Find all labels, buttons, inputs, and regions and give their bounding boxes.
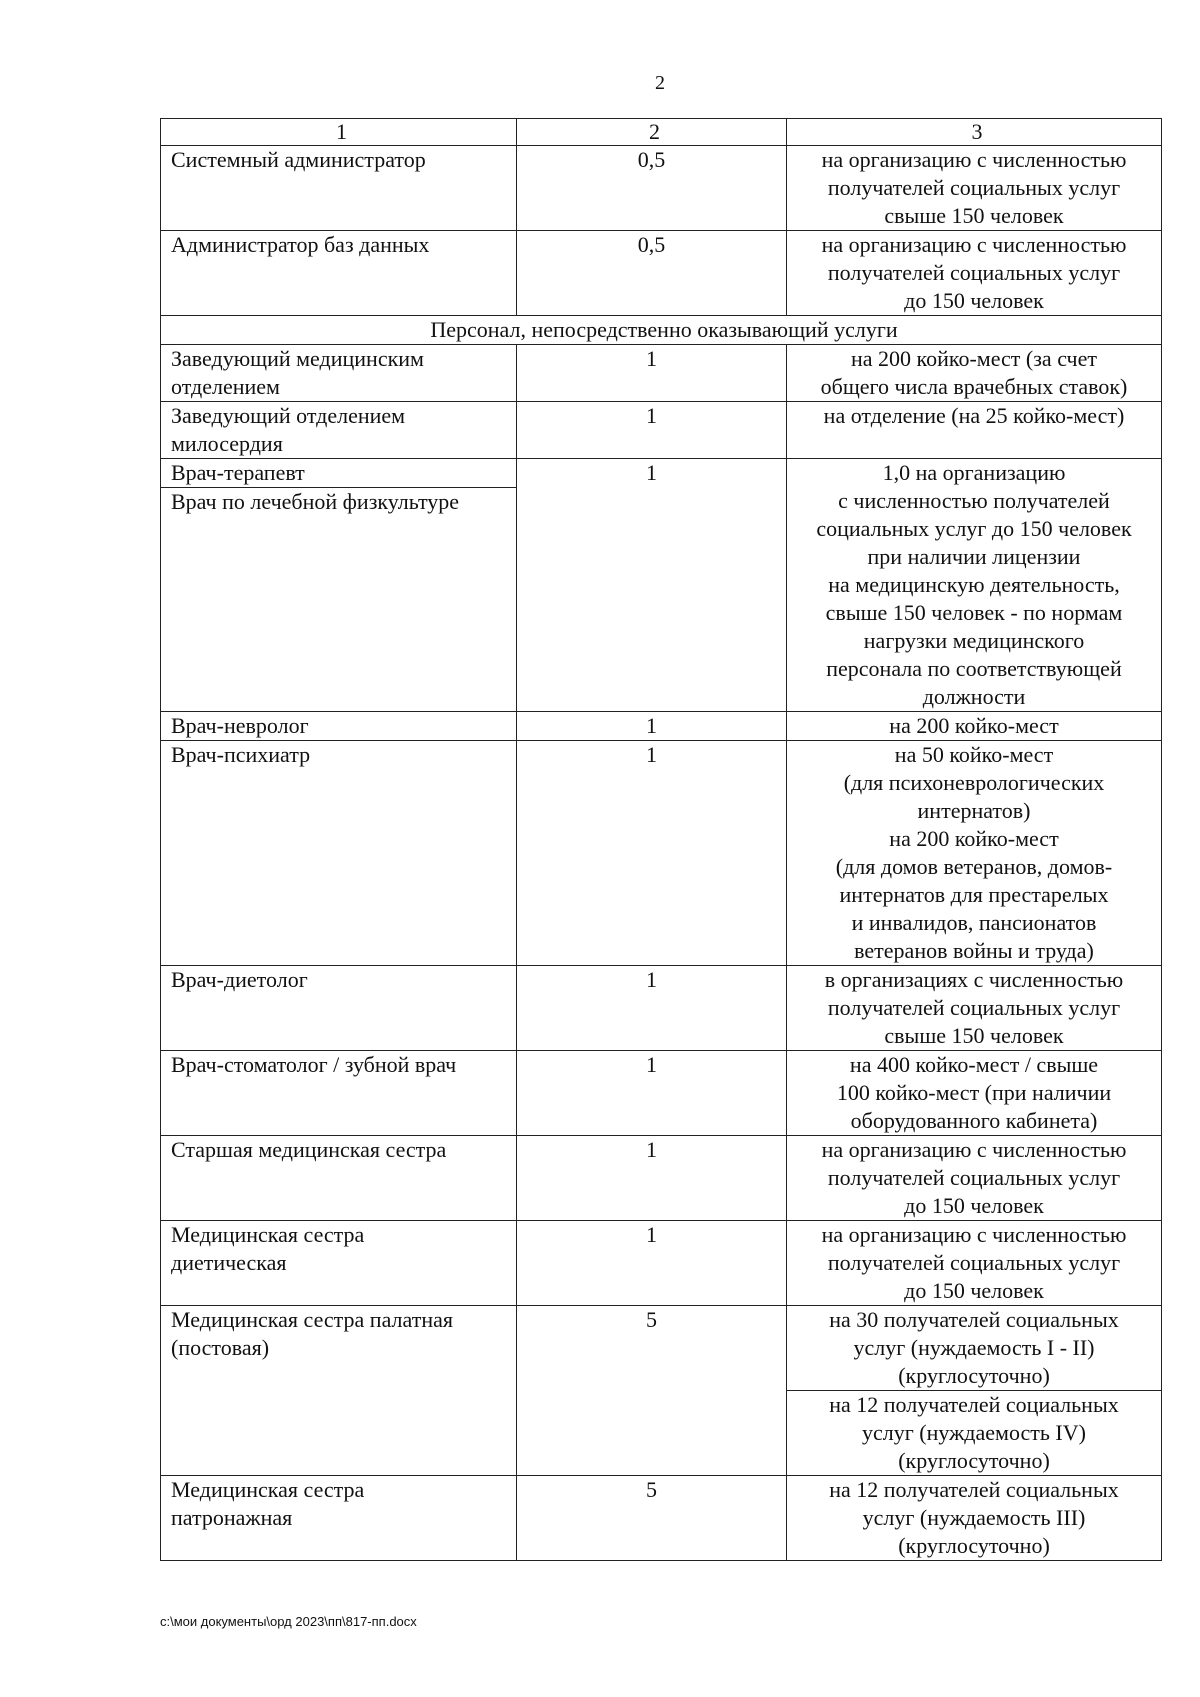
table-row: [161, 402, 1162, 459]
position-name: Заведующий отделением милосердия: [171, 403, 406, 456]
staff-count: 1: [517, 1221, 787, 1306]
header-cell-3: 3: [787, 119, 1162, 146]
staffing-norm: в организациях с численностью получателей социальных услуг свыше 150 человек: [787, 966, 1162, 1051]
staffing-norm: на организацию с численностью получателей социальных услуг свыше 150 человек: [787, 146, 1162, 231]
position-name-cell: [161, 345, 517, 402]
position-name: Медицинская сестра патронажная: [171, 1477, 365, 1530]
position-name-cell: [161, 459, 517, 712]
table-row: [161, 741, 1162, 966]
position-name-cell: [161, 1476, 517, 1561]
table-row: [161, 1306, 1162, 1391]
position-name: Врач-невролог: [171, 713, 309, 738]
position-name-cell: [161, 966, 517, 1051]
position-name: Врач-терапевт: [171, 460, 305, 485]
section-row: [161, 316, 1162, 345]
position-name-cell: [161, 712, 517, 741]
position-name: Заведующий медицинским отделением: [171, 346, 424, 399]
staff-count: 1: [517, 741, 787, 966]
position-name: Врач-психиатр: [171, 742, 311, 767]
position-name-cell: [161, 1136, 517, 1221]
position-name-cell: [161, 402, 517, 459]
position-name: Врач по лечебной физкультуре: [161, 487, 516, 516]
staff-count: 0,5: [517, 231, 787, 316]
table-row: [161, 459, 1162, 712]
staffing-norm: на 200 койко-мест (за счет общего числа врачебных ставок): [787, 345, 1162, 402]
position-name-cell: [161, 1306, 517, 1476]
position-name: Медицинская сестра палатная (постовая): [171, 1307, 453, 1360]
staffing-norm: на 200 койко-мест: [787, 712, 1162, 741]
staff-count: 1: [517, 345, 787, 402]
staff-count: 1: [517, 402, 787, 459]
file-path-footer: c:\мои документы\орд 2023\пп\817-пп.docx: [160, 1614, 417, 1629]
staffing-norm: на отделение (на 25 койко-мест): [787, 402, 1162, 459]
staffing-norm: на организацию с численностью получателей социальных услуг до 150 человек: [787, 231, 1162, 316]
staffing-norm: на 12 получателей социальных услуг (нуждаемость III) (круглосуточно): [787, 1476, 1162, 1561]
position-name: Медицинская сестра диетическая: [171, 1222, 365, 1275]
table-row: [161, 712, 1162, 741]
staffing-norm: на 50 койко-мест (для психоневрологических интернатов) на 200 койко-мест (для домов ветеранов, домов- интернатов для престарелых и инвалидов, пансионатов ветеранов войны и труда): [787, 741, 1162, 966]
staff-count: 1: [517, 712, 787, 741]
position-name-cell: [161, 1221, 517, 1306]
position-name: Врач-диетолог: [171, 967, 308, 992]
table-header-row: [161, 119, 1162, 146]
staff-count: 1: [517, 966, 787, 1051]
table-row: [161, 345, 1162, 402]
table-row: [161, 966, 1162, 1051]
position-name-cell: [161, 146, 517, 231]
staffing-norm: на 30 получателей социальных услуг (нуждаемость I - II) (круглосуточно): [787, 1306, 1162, 1391]
table-row: [161, 1476, 1162, 1561]
position-name: Администратор баз данных: [171, 232, 430, 257]
staff-count: 1: [517, 459, 787, 712]
table-row: [161, 1136, 1162, 1221]
position-name: Системный администратор: [171, 147, 426, 172]
position-name-cell: [161, 741, 517, 966]
table-row: [161, 1051, 1162, 1136]
table-row: [161, 231, 1162, 316]
staff-count: 5: [517, 1476, 787, 1561]
table-row: [161, 146, 1162, 231]
staffing-norm: 1,0 на организацию с численностью получателей социальных услуг до 150 человек при наличии лицензии на медицинскую деятельность, свыше 150 человек - по нормам нагрузки медицинского персонала по соответствующей должности: [787, 459, 1162, 712]
staff-count: 0,5: [517, 146, 787, 231]
staff-count: 1: [517, 1051, 787, 1136]
staffing-norm: на 12 получателей социальных услуг (нуждаемость IV) (круглосуточно): [787, 1391, 1162, 1476]
header-cell-1: 1: [161, 119, 517, 146]
table-row: [161, 1221, 1162, 1306]
staff-count: 5: [517, 1306, 787, 1476]
staffing-norm: на 400 койко-мест / свыше 100 койко-мест (при наличии оборудованного кабинета): [787, 1051, 1162, 1136]
header-cell-2: 2: [517, 119, 787, 146]
staffing-table: [160, 118, 1162, 1561]
section-title: Персонал, непосредственно оказывающий услуги: [161, 316, 1162, 345]
staff-count: 1: [517, 1136, 787, 1221]
position-name: Врач-стоматолог / зубной врач: [171, 1052, 457, 1077]
position-name-cell: [161, 231, 517, 316]
page-number: 2: [655, 72, 665, 94]
position-name-cell: [161, 1051, 517, 1136]
staffing-norm: на организацию с численностью получателей социальных услуг до 150 человек: [787, 1136, 1162, 1221]
position-name: Старшая медицинская сестра: [171, 1137, 447, 1162]
staffing-norm: на организацию с численностью получателей социальных услуг до 150 человек: [787, 1221, 1162, 1306]
